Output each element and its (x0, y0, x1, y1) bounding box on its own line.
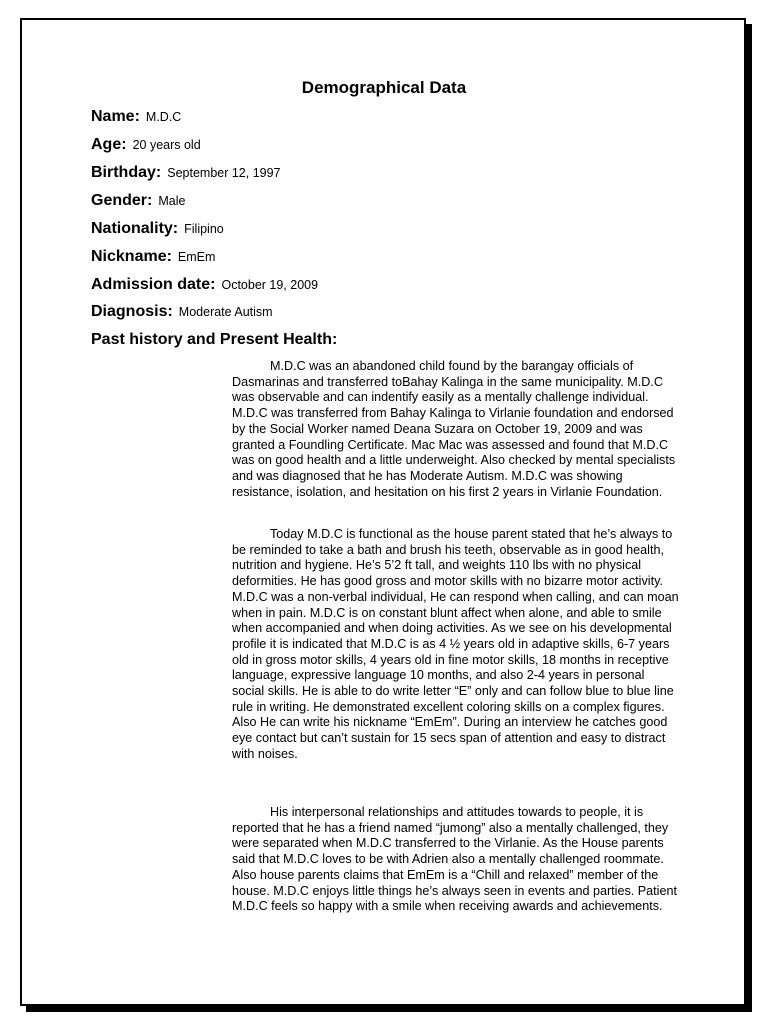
gender-field (91, 192, 185, 210)
nickname-label: Nickname: (91, 248, 172, 265)
nationality-value: Filipino (184, 222, 224, 236)
age-value: 20 years old (132, 138, 201, 152)
history-paragraph: M.D.C was an abandoned child found by the barangay officials of Dasmarinas and transferred toBahay Kalinga in the same municipality. M.D.C was observable and can indentify easily as a mentally challenge individual. M.D.C was transferred from Bahay Kalinga to Virlanie foundation and endorsed by the Social Worker named Deana Suzara on October 19, 2009 and was granted a Foundling Certificate. Mac Mac was assessed and found that M.D.C was on good health and a little underweight. Also checked by mental specialists and was diagnosed that he has Moderate Autism. M.D.C was showing resistance, isolation, and hesitation on his first 2 years in Virlanie Foundation. (232, 359, 676, 499)
name-value: M.D.C (145, 110, 182, 124)
diagnosis-field (91, 303, 273, 321)
nickname-field (91, 248, 215, 266)
nationality-label: Nationality: (91, 220, 179, 237)
age-field (91, 136, 201, 154)
birthday-field (91, 164, 281, 182)
admission-date-field (91, 276, 318, 294)
section-heading: Past history and Present Health: (91, 331, 338, 348)
admission-date-value: October 19, 2009 (221, 278, 319, 292)
age-label: Age: (91, 136, 127, 153)
relationships-paragraph: His interpersonal relationships and attitudes towards to people, it is reported that he has a friend named “jumong” also a mentally challenged, they were separated when M.D.C transferred to the Virlanie. As the House parents said that M.D.C loves to be with Adrien also a mentally challenged roommate. Also house parents claims that EmEm is a “Chill and relaxed” member of the house. M.D.C enjoys little things he’s always seen in events and parties. Patient M.D.C feels so happy with a smile when receiving awards and achievements. (232, 805, 677, 914)
nickname-value: EmEm (177, 250, 216, 264)
birthday-value: September 12, 1997 (167, 166, 281, 180)
document-title: Demographical Data (301, 78, 467, 97)
present-health-paragraph: Today M.D.C is functional as the house parent stated that he’s always to be reminded to take a bath and brush his teeth, observable as in good health, nutrition and hygiene. He’s 5’2 ft tall, and weights 110 lbs with no physical deformities. He has good gross and motor skills with no bizarre motor activity. M.D.C was a non-verbal individual, He can respond when calling, and can moan when in pain. M.D.C is on constant blunt affect when alone, and able to smile when accompanied and when doing activities. As we see on his developmental profile it is indicated that M.D.C is as 4 ½ years old in adaptive skills, 6-7 years old in gross motor skills, 4 years old in fine motor skills, 18 months in receptive language, expressive language 10 months, and also 2-4 years in personal social skills. He is able to do write letter “E” only and can follow blue to blue line rule in writing. He demonstrated excellent coloring skills on a complex figures. Also He can write his nickname “EmEm”. During an interview he catches good eye contact but can’t sustain for 15 secs span of attention and easy to distract with noises. (232, 527, 679, 761)
name-field (91, 108, 181, 126)
diagnosis-value: Moderate Autism (178, 305, 273, 319)
birthday-label: Birthday: (91, 164, 162, 181)
nationality-field (91, 220, 224, 238)
admission-date-label: Admission date: (91, 276, 216, 293)
name-label: Name: (91, 108, 140, 125)
diagnosis-label: Diagnosis: (91, 303, 173, 320)
gender-label: Gender: (91, 192, 153, 209)
gender-value: Male (158, 194, 186, 208)
